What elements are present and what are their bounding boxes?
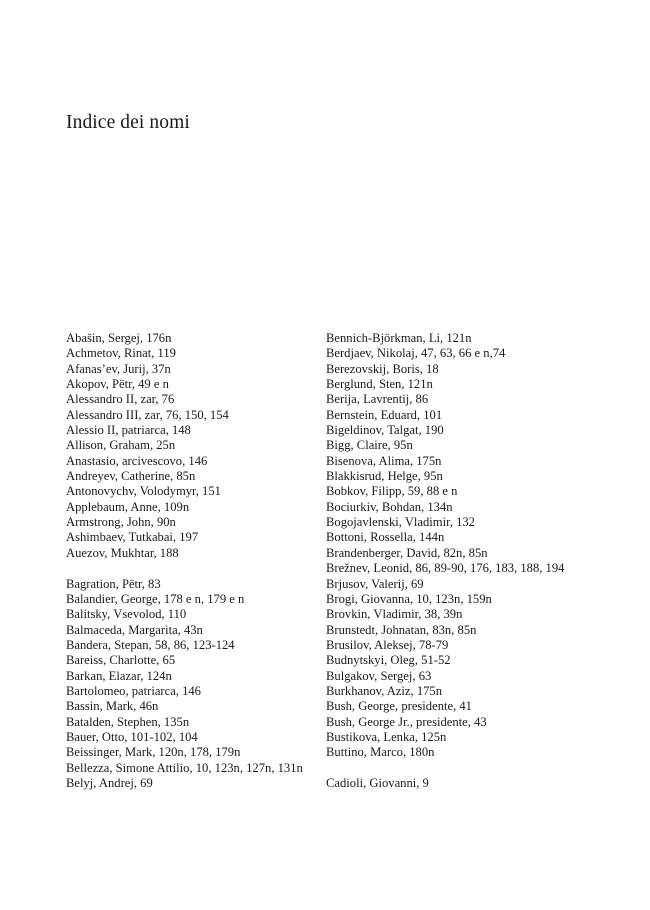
index-column-left [66, 331, 306, 791]
index-entry: Berdjaev, Nikolaj, 47, 63, 66 e n,74 [326, 346, 506, 361]
index-entry: Brandenberger, David, 82n, 85n [326, 545, 488, 560]
index-column-right [326, 331, 570, 791]
index-entry: Bareiss, Charlotte, 65 [66, 653, 176, 668]
index-entry: Bociurkiv, Bohdan, 134n [326, 499, 453, 514]
index-entry: Bagration, Pëtr, 83 [66, 576, 161, 591]
index-letter-group-b [66, 577, 306, 792]
index-entry: Applebaum, Anne, 109n [66, 499, 190, 514]
index-letter-group-b-continued [326, 331, 570, 761]
index-entry: Alessandro III, zar, 76, 150, 154 [66, 407, 229, 422]
index-entry: Bogojavlenski, Vladimir, 132 [326, 515, 475, 530]
index-entry: Anastasio, arcivescovo, 146 [66, 453, 208, 468]
index-entry: Bartolomeo, patriarca, 146 [66, 683, 201, 698]
index-entry: Bandera, Stepan, 58, 86, 123-124 [66, 637, 235, 652]
index-entry: Bernstein, Eduard, 101 [326, 407, 443, 422]
index-entry: Brusilov, Aleksej, 78-79 [326, 637, 449, 652]
index-entry: Akopov, Pëtr, 49 e n [66, 377, 169, 392]
index-entry: Blakkisrud, Helge, 95n [326, 469, 443, 484]
index-entry: Bauer, Otto, 101-102, 104 [66, 729, 198, 744]
index-entry: Armstrong, John, 90n [66, 515, 176, 530]
index-entry: Brunstedt, Johnatan, 83n, 85n [326, 622, 477, 637]
index-letter-group-a [66, 331, 306, 561]
index-entry: Buttino, Marco, 180n [326, 745, 435, 760]
index-entry: Bustikova, Lenka, 125n [326, 729, 447, 744]
index-entry: Brovkin, Vladimir, 38, 39n [326, 607, 463, 622]
index-entry: Bassin, Mark, 46n [66, 699, 159, 714]
index-entry: Abašin, Sergej, 176n [66, 331, 172, 345]
index-entry: Bulgakov, Sergej, 63 [326, 668, 432, 683]
index-entry: Bigeldinov, Talgat, 190 [326, 423, 444, 438]
index-entry: Auezov, Mukhtar, 188 [66, 545, 179, 560]
index-entry: Allison, Graham, 25n [66, 438, 176, 453]
index-letter-group-c [326, 776, 570, 791]
index-entry: Brjusov, Valerij, 69 [326, 576, 424, 591]
page-title: Indice dei nomi [66, 112, 190, 133]
index-entry: Brogi, Giovanna, 10, 123n, 159n [326, 591, 492, 606]
index-entry: Bush, George Jr., presidente, 43 [326, 714, 487, 729]
index-entry: Cadioli, Giovanni, 9 [326, 775, 429, 790]
index-entry: Bobkov, Filipp, 59, 88 e n [326, 484, 458, 499]
index-entry: Antonovychv, Volodymyr, 151 [66, 484, 221, 499]
index-entry: Berezovskij, Boris, 18 [326, 361, 439, 376]
index-entry: Budnytskyi, Oleg, 51-52 [326, 653, 451, 668]
index-entry: Alessandro II, zar, 76 [66, 392, 175, 407]
index-entry: Alessio II, patriarca, 148 [66, 423, 191, 438]
index-entry: Ashimbaev, Tutkabai, 197 [66, 530, 199, 545]
index-entry: Afanas’ev, Jurij, 37n [66, 361, 171, 376]
index-entry: Bigg, Claire, 95n [326, 438, 413, 453]
group-spacer [326, 761, 570, 776]
index-entry: Beissinger, Mark, 120n, 178, 179n [66, 745, 241, 760]
index-entry: Burkhanov, Aziz, 175n [326, 683, 443, 698]
index-entry: Bellezza, Simone Attilio, 10, 123n, 127n, 131n [66, 760, 303, 775]
index-entry: Balitsky, Vsevolod, 110 [66, 607, 187, 622]
index-entry: Bisenova, Alima, 175n [326, 453, 442, 468]
index-entry: Berija, Lavrentij, 86 [326, 392, 429, 407]
index-entry: Barkan, Elazar, 124n [66, 668, 172, 683]
index-entry: Achmetov, Rinat, 119 [66, 346, 176, 361]
index-entry: Belyj, Andrej, 69 [66, 775, 153, 790]
index-entry: Bush, George, presidente, 41 [326, 699, 472, 714]
index-entry: Balandier, George, 178 e n, 179 e n [66, 591, 245, 606]
index-entry: Bennich-Björkman, Li, 121n [326, 331, 472, 345]
index-entry: Bottoni, Rossella, 144n [326, 530, 445, 545]
index-entry: Balmaceda, Margarita, 43n [66, 622, 203, 637]
index-entry: Berglund, Sten, 121n [326, 377, 433, 392]
index-entry: Batalden, Stephen, 135n [66, 714, 190, 729]
group-spacer [66, 561, 306, 576]
index-entry: Andreyev, Catherine, 85n [66, 469, 196, 484]
index-entry: Brežnev, Leonid, 86, 89-90, 176, 183, 188, 194 [326, 561, 565, 576]
